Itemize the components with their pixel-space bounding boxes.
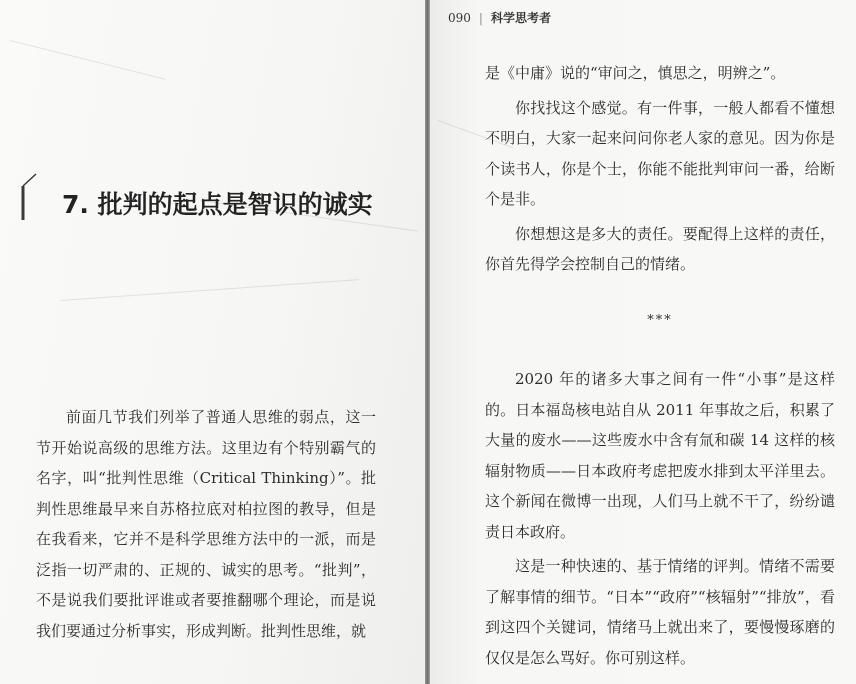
paper-streak — [10, 40, 165, 80]
paper-streak — [60, 279, 359, 301]
page-number: 090 — [448, 11, 471, 25]
paragraph: 这是一种快速的、基于情绪的评判。情绪不需要了解事情的细节。“日本”“政府”“核辐射”“排放”，看到这四个关键词，情绪马上就出来了，要慢慢琢磨的仅仅是怎么骂好。你可别这样。 — [485, 557, 835, 667]
header-separator: | — [478, 11, 483, 25]
running-header — [448, 9, 551, 26]
left-page — [0, 0, 425, 684]
chapter-title: 7. 批判的起点是智识的诚实 — [62, 190, 373, 219]
book-title: 科学思考者 — [490, 11, 551, 25]
left-body-text: 前面几节我们列举了普通人思维的弱点，这一节开始说高级的思维方法。这里边有个特别霸气的名字，叫“批判性思维（Critical Thinking）”。批判性思维最早来自苏格拉底对柏拉图的教导，但是在我看来，它并不是科学思维方法中的一派，而是泛指一切严肃的、正规的、诚实的思考。“批判”，不是说我们要批评谁或者要推翻哪个理论，而是说我们要通过分析事实，形成判断。批判性思维，就 — [36, 408, 376, 640]
section-divider: *** — [647, 312, 673, 328]
right-body — [485, 58, 835, 673]
chapter-mark-icon — [20, 172, 42, 220]
paragraph: 是《中庸》说的“审问之，慎思之，明辨之”。 — [485, 64, 786, 82]
paragraph: 你想想这是多大的责任。要配得上这样的责任，你首先得学会控制自己的情绪。 — [485, 224, 835, 273]
paragraph: 你找找这个感觉。有一件事，一般人都看不懂想不明白，大家一起来问问你老人家的意见。因为你是个读书人，你是个士，你能不能批判审问一番，给断个是非。 — [485, 98, 835, 208]
paragraph: 2020 年的诸多大事之间有一件“小事”是这样的。日本福岛核电站自从 2011 年事故之后，积累了大量的废水——这些废水中含有氚和碳 14 这样的核辐射物质——日本政府考虑把废水排到太平洋里去。这个新闻在微博一出现，人们马上就不干了，纷纷谴责日本政府。 — [485, 370, 835, 541]
